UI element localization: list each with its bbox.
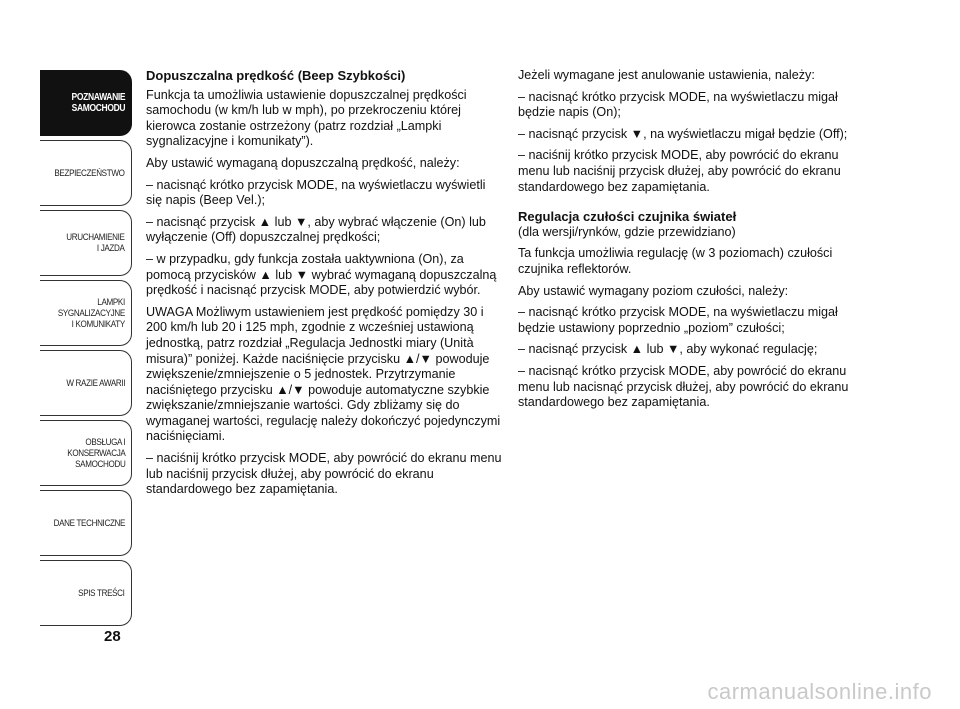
tab-label: LAMPKI SYGNALIZACYJNE I KOMUNIKATY	[57, 296, 125, 330]
paragraph: Aby ustawić wymaganą dopuszczalną prędkość, należy:	[146, 155, 460, 170]
note-paragraph: UWAGA Możliwym ustawieniem jest prędkość pomiędzy 30 i 200 km/h lub 20 i 125 mph, zgodnie z wcześniej ustawioną jednostką, patrz rozdział „Regulacja Jednostki miary (Unità misura)” poniżej. Każde naciśnięcie przycisku ▲/▼ powoduje zwiększenie/zmniejszenie o 5 jednostek. Przytrzymanie naciśniętego przycisku ▲/▼ powoduje automatyczne szybkie zwiększanie/zmniejszanie wartości. Gdy zbliżamy się do wymaganej wartości, regulację należy dokończyć pojedynczymi naciśnięciami.	[146, 304, 501, 444]
page-number: 28	[104, 628, 121, 645]
paragraph: Jeżeli wymagane jest anulowanie ustawienia, należy:	[518, 68, 815, 82]
paragraph: – w przypadku, gdy funkcja została uaktywniona (On), za pomocą przycisków ▲ lub ▼ wybrać wymaganą dopuszczalną prędkość i nacisnąć przycisk MODE, aby potwierdzić wybór.	[146, 251, 497, 298]
watermark: carmanualsonline.info	[707, 679, 932, 704]
paragraph: – nacisnąć krótko przycisk MODE, aby powrócić do ekranu menu lub nacisnąć przycisk dłużej, aby powrócić do ekranu standardowego bez zapamiętania.	[518, 363, 849, 410]
tab-spis-tresci[interactable]	[40, 560, 132, 626]
paragraph: – nacisnąć krótko przycisk MODE, na wyświetlaczu migał będzie napis (On);	[518, 89, 838, 120]
tab-label: W RAZIE AWARII	[66, 377, 125, 389]
tab-label: URUCHAMIENIE I JAZDA	[66, 232, 125, 254]
paragraph: – nacisnąć przycisk ▲ lub ▼, aby wybrać włączenie (On) lub wyłączenie (Off) dopuszczalnej prędkości;	[146, 214, 486, 245]
paragraph: – nacisnąć przycisk ▲ lub ▼, aby wykonać regulację;	[518, 342, 818, 357]
tab-obsluga-i-konserwacja[interactable]	[40, 420, 132, 486]
tab-poznawanie-samochodu[interactable]	[40, 70, 132, 136]
paragraph: – nacisnąć przycisk ▼, na wyświetlaczu migał będzie (Off);	[518, 126, 848, 141]
section-heading: Dopuszczalna prędkość (Beep Szybkości)	[146, 68, 406, 83]
tab-label: OBSŁUGA I KONSERWACJA SAMOCHODU	[66, 436, 125, 470]
tab-label: POZNAWANIE SAMOCHODU	[71, 92, 125, 114]
left-column	[146, 68, 502, 504]
tab-lampki-sygnalizacyjne[interactable]	[40, 280, 132, 346]
tab-uruchamienie-i-jazda[interactable]	[40, 210, 132, 276]
section-subheading: (dla wersji/rynków, gdzie przewidziano)	[518, 224, 736, 239]
paragraph: Ta funkcja umożliwia regulację (w 3 poziomach) czułości czujnika reflektorów.	[518, 246, 833, 276]
tab-w-razie-awarii[interactable]	[40, 350, 132, 416]
right-column	[518, 68, 870, 417]
paragraph: – nacisnąć krótko przycisk MODE, na wyświetlaczu wyświetli się napis (Beep Vel.);	[146, 177, 486, 208]
paragraph: Aby ustawić wymagany poziom czułości, należy:	[518, 283, 789, 298]
paragraph: – naciśnij krótko przycisk MODE, aby powrócić do ekranu menu lub naciśnij przycisk dłużej, aby powrócić do ekranu standardowego bez zapamiętania.	[518, 148, 841, 194]
section-heading: Regulacja czułości czujnika świateł	[518, 209, 737, 225]
tab-bezpieczenstwo[interactable]	[40, 140, 132, 206]
tab-label: BEZPIECZEŃSTWO	[54, 167, 125, 179]
tab-label: DANE TECHNICZNE	[53, 517, 125, 529]
tab-label: SPIS TREŚCI	[78, 587, 125, 599]
paragraph: – nacisnąć krótko przycisk MODE, na wyświetlaczu migał będzie ustawiony poprzednio „poziom” czułości;	[518, 305, 838, 335]
paragraph: – naciśnij krótko przycisk MODE, aby powrócić do ekranu menu lub naciśnij przycisk dłużej, aby powrócić do ekranu standardowego bez zapamiętania.	[146, 451, 502, 497]
paragraph: Funkcja ta umożliwia ustawienie dopuszczalnej prędkości samochodu (w km/h lub w mph), po przekroczeniu której kierowca zostanie ostrzeżony (patrz rozdział „Lampki sygnalizacyjne i komunikaty”).	[146, 87, 467, 149]
chapter-tabs	[40, 70, 132, 630]
tab-dane-techniczne[interactable]	[40, 490, 132, 556]
